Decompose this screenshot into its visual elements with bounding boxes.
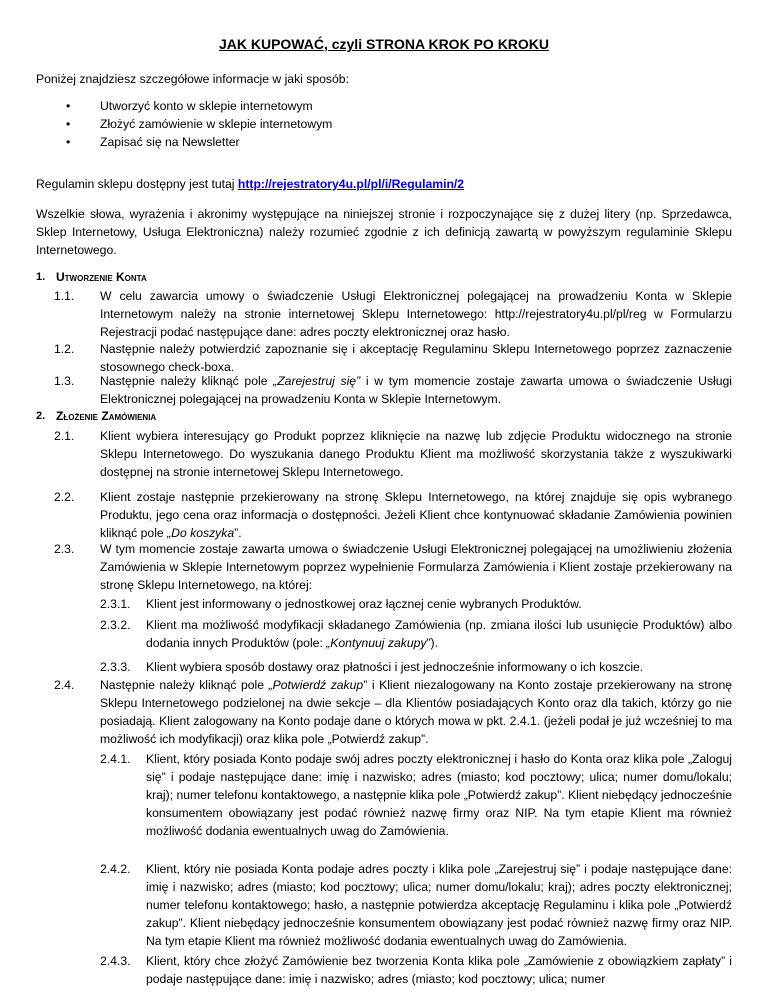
list-item: • Złożyć zamówienie w sklepie internetowym [66, 117, 333, 131]
list-item: • Zapisać się na Newsletter [66, 135, 240, 149]
regulamin-link[interactable]: http://rejestratory4u.pl/pl/i/Regulamin/2 [237, 177, 465, 191]
bullet-icon: • [66, 99, 71, 113]
bullet-icon: • [66, 117, 71, 131]
page-title: JAK KUPOWAĆ, czyli STRONA KROK PO KROKU [218, 36, 550, 52]
bullet-icon: • [66, 135, 71, 149]
regulamin-line: Regulamin sklepu dostępny jest tutaj http://rejestratory4u.pl/pl/i/Regulamin/2 [36, 177, 465, 191]
bullet-list [36, 97, 732, 151]
list-item: • Utworzyć konto w sklepie internetowym [66, 99, 313, 113]
intro-paragraph: Poniżej znajdziesz szczegółowe informacje w jaki sposób: [36, 72, 349, 86]
definitions-paragraph: Wszelkie słowa, wyrażenia i akronimy występujące na niniejszej stronie i rozpoczynające się z dużej litery (np. Sprzedawca, Sklep Internetowy, Usługa Elektroniczna) należy rozumieć zgodnie z ich definicją zawartą w powyższym regulaminie Sklepu Internetowego. [36, 207, 732, 257]
